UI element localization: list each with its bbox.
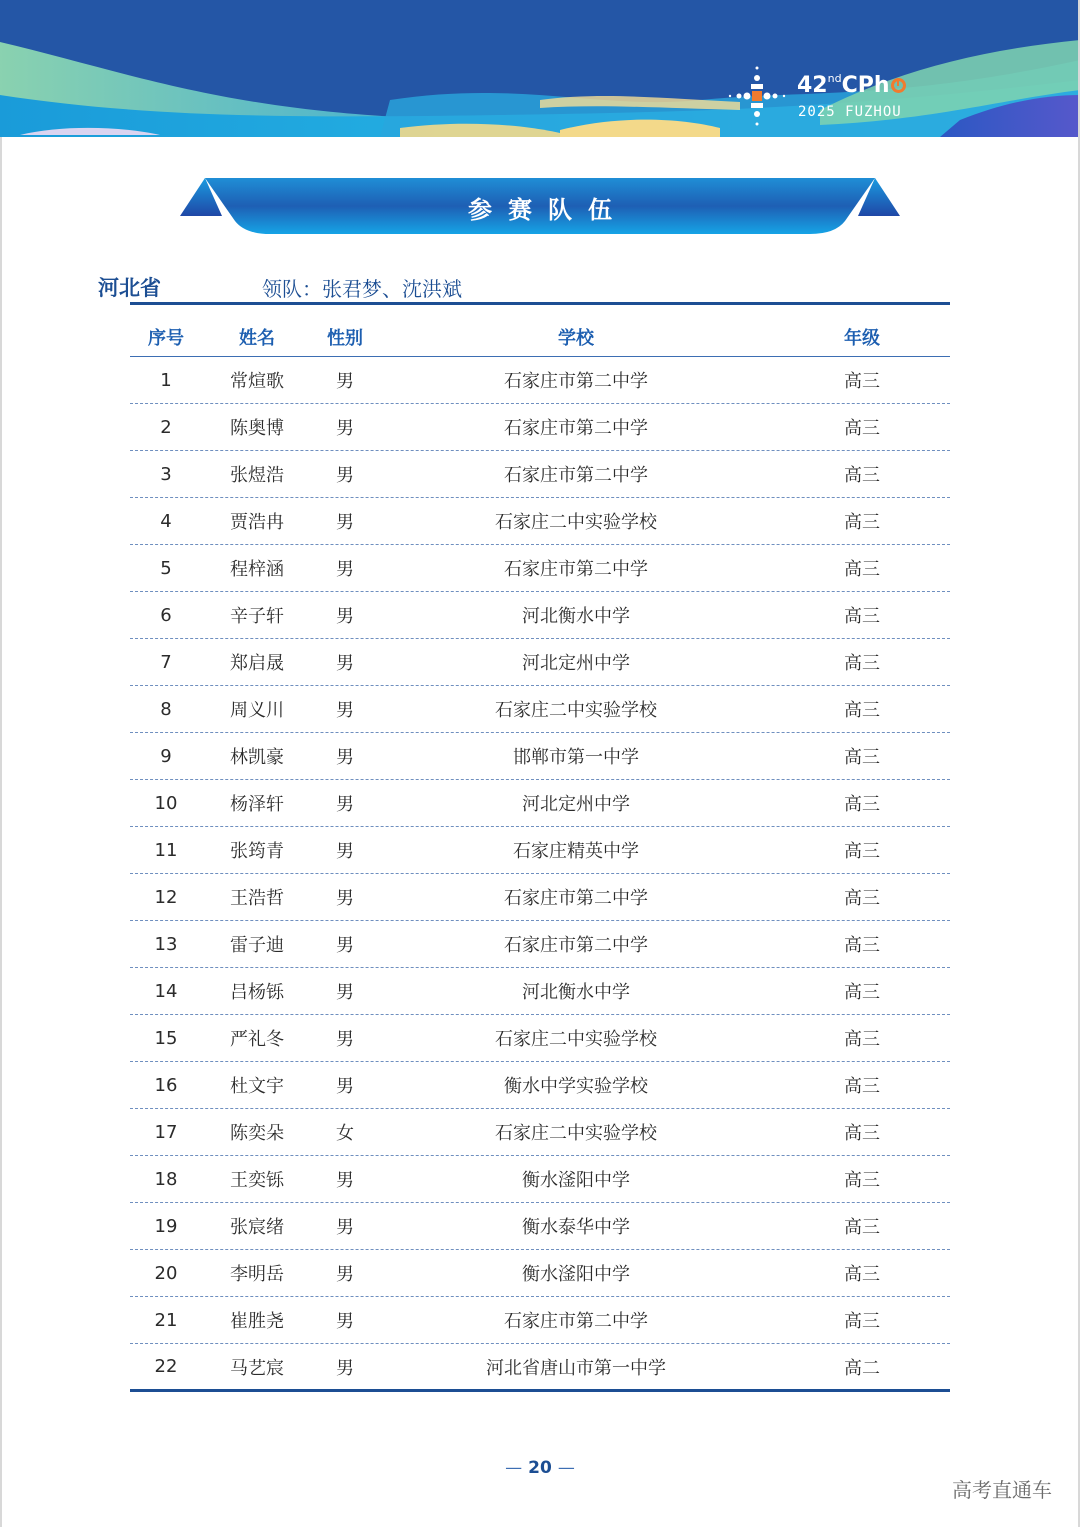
table-row [130, 1203, 950, 1250]
cell-school: 衡水中学实验学校 [504, 1076, 648, 1097]
table-row [130, 639, 950, 686]
section-title-ribbon [180, 176, 900, 236]
table-body [130, 357, 950, 1392]
cell-number: 12 [154, 886, 178, 908]
cell-school: 石家庄精英中学 [513, 841, 639, 862]
cell-grade: 高二 [844, 1357, 880, 1379]
cell-name: 王奕铄 [230, 1170, 284, 1191]
cell-gender: 男 [336, 465, 354, 486]
cell-gender: 男 [336, 982, 354, 1003]
cell-name: 林凯豪 [230, 747, 284, 768]
cell-gender: 男 [336, 1217, 354, 1238]
team-leaders: 领队：张君梦、沈洪斌 [262, 277, 462, 301]
section-title: 参赛队伍 [468, 196, 628, 224]
cell-school: 邯郸市第一中学 [513, 747, 639, 768]
cell-school: 河北定州中学 [522, 653, 630, 674]
cell-gender: 男 [336, 935, 354, 956]
cell-name: 常煊歌 [230, 371, 284, 392]
cell-name: 李明岳 [230, 1264, 284, 1285]
page-edge [0, 137, 2, 1527]
cell-name: 杜文宇 [230, 1076, 284, 1097]
cell-school: 石家庄市第二中学 [504, 418, 648, 439]
cell-grade: 高三 [844, 418, 880, 439]
column-header-gender: 性别 [327, 328, 363, 349]
cell-number: 13 [154, 933, 178, 955]
cell-school: 河北省唐山市第一中学 [486, 1357, 666, 1379]
page-number: — 20 — [505, 1458, 575, 1478]
divider [130, 302, 950, 305]
cell-number: 22 [154, 1356, 178, 1377]
cell-grade: 高三 [844, 371, 880, 392]
cell-gender: 男 [336, 747, 354, 768]
cell-gender: 男 [336, 794, 354, 815]
cell-grade: 高三 [844, 559, 880, 580]
cell-gender: 男 [336, 1029, 354, 1050]
logo-subtitle: 2025 FUZHOU [798, 104, 902, 120]
cell-school: 石家庄市第二中学 [504, 1311, 648, 1332]
cell-gender: 男 [336, 1311, 354, 1332]
cell-school: 河北定州中学 [522, 794, 630, 815]
table-row [130, 1156, 950, 1203]
column-header-grade: 年级 [844, 328, 880, 349]
cell-gender: 男 [336, 888, 354, 909]
cell-name: 雷子迪 [230, 935, 284, 956]
table-row [130, 780, 950, 827]
cell-school: 衡水泰华中学 [522, 1217, 630, 1238]
cell-number: 11 [154, 839, 178, 861]
cell-gender: 男 [336, 1264, 354, 1285]
table-row [130, 1344, 950, 1392]
power-ring-icon [891, 78, 906, 93]
cell-number: 14 [154, 980, 178, 1002]
table-row [130, 1250, 950, 1297]
cell-name: 王浩哲 [230, 888, 284, 909]
cell-number: 4 [160, 510, 172, 532]
cell-name: 程梓涵 [230, 559, 284, 580]
cell-number: 17 [154, 1121, 178, 1143]
cell-number: 8 [160, 698, 172, 720]
cell-gender: 男 [336, 653, 354, 674]
cell-number: 3 [160, 463, 172, 485]
table-row [130, 451, 950, 498]
table-row [130, 827, 950, 874]
cell-grade: 高三 [844, 512, 880, 533]
cell-grade: 高三 [844, 888, 880, 909]
table-row [130, 921, 950, 968]
cell-grade: 高三 [844, 1123, 880, 1144]
cell-school: 石家庄市第二中学 [504, 559, 648, 580]
table-row [130, 686, 950, 733]
cell-grade: 高三 [844, 465, 880, 486]
cell-school: 石家庄市第二中学 [504, 888, 648, 909]
cell-grade: 高三 [844, 1264, 880, 1285]
cell-number: 16 [154, 1074, 178, 1096]
cell-gender: 男 [336, 371, 354, 392]
cell-number: 5 [160, 557, 172, 579]
cell-grade: 高三 [844, 794, 880, 815]
column-header-name: 姓名 [239, 328, 275, 349]
sparkle-logo-icon [727, 62, 787, 128]
cell-name: 陈奕朵 [230, 1123, 284, 1144]
header-banner [0, 0, 1080, 137]
cell-grade: 高三 [844, 700, 880, 721]
cell-number: 15 [154, 1027, 178, 1049]
cell-gender: 男 [336, 512, 354, 533]
cell-grade: 高三 [844, 935, 880, 956]
cell-name: 周义川 [230, 700, 284, 721]
table-row [130, 874, 950, 921]
cell-school: 河北衡水中学 [522, 606, 630, 627]
cell-school: 衡水滏阳中学 [522, 1170, 630, 1191]
cell-school: 石家庄二中实验学校 [495, 512, 657, 533]
cell-name: 吕杨铄 [230, 982, 284, 1003]
cell-school: 石家庄二中实验学校 [495, 1123, 657, 1144]
cell-gender: 男 [336, 700, 354, 721]
cell-number: 6 [160, 604, 172, 626]
cell-gender: 男 [336, 841, 354, 862]
cell-number: 7 [160, 651, 172, 673]
cell-grade: 高三 [844, 747, 880, 768]
logo-title: 42ndCPh [797, 72, 906, 98]
cell-gender: 男 [336, 559, 354, 580]
cell-gender: 女 [336, 1123, 354, 1144]
cell-number: 9 [160, 745, 172, 767]
cell-grade: 高三 [844, 606, 880, 627]
cell-name: 张筠青 [230, 841, 284, 862]
cpho-logo [727, 62, 927, 128]
column-header-number: 序号 [148, 328, 184, 349]
cell-grade: 高三 [844, 1076, 880, 1097]
cell-number: 18 [154, 1168, 178, 1190]
table-row [130, 1109, 950, 1156]
cell-name: 陈奥博 [230, 418, 284, 439]
cell-school: 石家庄二中实验学校 [495, 1029, 657, 1050]
table-row [130, 592, 950, 639]
cell-name: 马艺宸 [230, 1357, 284, 1379]
cell-gender: 男 [336, 1357, 354, 1379]
cell-name: 贾浩冉 [230, 512, 284, 533]
cell-school: 石家庄市第二中学 [504, 935, 648, 956]
cell-school: 石家庄市第二中学 [504, 371, 648, 392]
cell-number: 10 [154, 792, 178, 814]
table-row [130, 1062, 950, 1109]
cell-school: 石家庄市第二中学 [504, 465, 648, 486]
cell-name: 辛子轩 [230, 606, 284, 627]
table-row [130, 1015, 950, 1062]
cell-name: 郑启晟 [230, 653, 284, 674]
cell-grade: 高三 [844, 1170, 880, 1191]
cell-name: 严礼冬 [230, 1029, 284, 1050]
cell-number: 1 [160, 369, 172, 391]
participants-table [130, 318, 950, 1392]
table-row [130, 545, 950, 592]
cell-number: 19 [154, 1215, 178, 1237]
table-row [130, 733, 950, 780]
cell-name: 张煜浩 [230, 465, 284, 486]
province-name: 河北省 [98, 276, 161, 300]
cell-grade: 高三 [844, 1029, 880, 1050]
cell-grade: 高三 [844, 982, 880, 1003]
cell-number: 21 [154, 1309, 178, 1331]
table-row [130, 1297, 950, 1344]
cell-gender: 男 [336, 1170, 354, 1191]
cell-gender: 男 [336, 418, 354, 439]
table-row [130, 404, 950, 451]
watermark: 高考直通车 [952, 1478, 1052, 1502]
cell-school: 河北衡水中学 [522, 982, 630, 1003]
cell-grade: 高三 [844, 841, 880, 862]
cell-grade: 高三 [844, 1217, 880, 1238]
cell-grade: 高三 [844, 653, 880, 674]
table-row [130, 357, 950, 404]
cell-gender: 男 [336, 606, 354, 627]
cell-gender: 男 [336, 1076, 354, 1097]
cell-school: 衡水滏阳中学 [522, 1264, 630, 1285]
table-row [130, 968, 950, 1015]
cell-number: 20 [154, 1262, 178, 1284]
table-row [130, 498, 950, 545]
cell-name: 崔胜尧 [230, 1311, 284, 1332]
cell-name: 张宸绪 [230, 1217, 284, 1238]
cell-name: 杨泽轩 [230, 794, 284, 815]
cell-grade: 高三 [844, 1311, 880, 1332]
cell-school: 石家庄二中实验学校 [495, 700, 657, 721]
cell-number: 2 [160, 416, 172, 438]
column-header-school: 学校 [558, 328, 594, 349]
table-header [130, 318, 950, 357]
